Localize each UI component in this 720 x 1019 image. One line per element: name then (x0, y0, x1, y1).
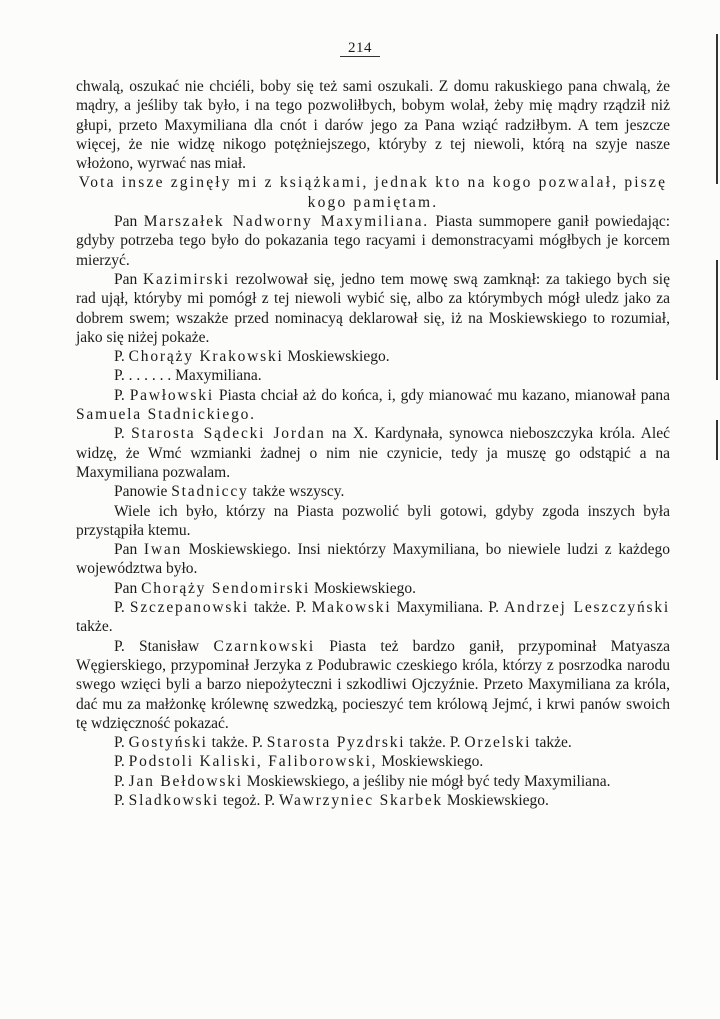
spaced-name: Chorąży Sendomirski (141, 579, 311, 597)
text-run: P. . . . . . . Maxymiliana. (114, 367, 262, 385)
text-run: także. (76, 618, 113, 636)
text-run: Moskiewskiego, a jeśliby nie mógł być tedy Maxymiliana. (242, 772, 611, 790)
paragraph (76, 212, 670, 270)
paragraph (76, 733, 670, 752)
spaced-name: Sladkowski (128, 791, 219, 809)
text-run: Moskiewskiego. (310, 579, 416, 597)
paragraph (76, 579, 670, 598)
text-run: Moskiewskiego. Insi niektórzy Maxymiliana, bo niewiele ludzi z każdego województwa było. (76, 541, 670, 578)
text-run: P. (114, 386, 130, 404)
paragraph (76, 772, 670, 791)
spaced-name: Orzelski (464, 734, 532, 752)
spaced-name: Starosta Sądecki Jordan (131, 425, 326, 443)
text-run: Pan (114, 270, 144, 288)
text-run: Wiele ich było, którzy na Piasta pozwolić byli gotowi, gdyby zgoda inszych była przystąpiła ktemu. (76, 502, 670, 539)
paragraph (76, 347, 670, 366)
spaced-name: Marszałek Nadworny Maxymiliana. (143, 213, 429, 231)
page-edge-mark (716, 420, 718, 460)
text-run: P. (114, 753, 129, 771)
text-run: P. (114, 772, 129, 790)
text-run: P. (114, 791, 129, 809)
paragraph (76, 540, 670, 579)
text-run: Vota insze zginęły mi z książkami, jednak kto na kogo pozwalał, piszę kogo pamiętam. (78, 174, 668, 211)
text-run: Moskiewskiego. (283, 348, 390, 366)
text-run: Maxymiliana. P. (391, 599, 505, 617)
text-run: także wszyscy. (248, 483, 345, 501)
text-run: P. (114, 348, 129, 366)
text-run: Panowie (114, 483, 172, 501)
text-run: Piasta summopere ganił powiedając: gdyby potrzeba tego było do pokazania tego racyami i demonstracyami mógłbych je korcem mierzyć. (76, 213, 671, 269)
paragraph (76, 482, 670, 501)
text-run: tegoż. P. (219, 791, 279, 809)
paragraph (76, 270, 670, 347)
text-run: na X. Kardynała, synowca nieboszczyka króla. Aleć widzę, że Wmć wzmianki żadnej o nim nie czynicie, tedy ja muszę go odstąpić a na Maxymiliana pozwalam. (76, 425, 671, 481)
spaced-name: Wawrzyniec Skarbek (278, 791, 443, 809)
text-run: P. Stanisław (114, 637, 214, 655)
text-run: także. P. (405, 734, 465, 752)
spaced-name: Kazimirski (143, 270, 230, 288)
spaced-name: Andrzej Leszczyński (504, 599, 670, 617)
text-run: Moskiewskiego. (442, 791, 549, 809)
page-edge-mark (716, 260, 718, 380)
spaced-name: Samuela Stadnickiego. (76, 406, 256, 424)
section-heading (76, 173, 670, 212)
text-run: Pan (114, 541, 144, 559)
spaced-name: Czarnkowski (213, 637, 316, 655)
spaced-name: Stadniccy (171, 483, 249, 501)
paragraph (76, 791, 670, 810)
page-number (0, 40, 720, 57)
text-run: rezolwował się, jedno tem mowę swą zamknął: za takiego bych się rad ujął, któryby mi pomógł z tej niewoli wybić się, albo za którymbych mógł uledz jako za dobrem swem; wszakże przed nominacyą deklarował się, iż na Moskiewskiego to rozumiał, jako się niżej pokaże. (76, 270, 670, 346)
spaced-name: Starosta Pyzdrski (266, 734, 406, 752)
spaced-name: Jan Bełdowski (128, 772, 243, 790)
spaced-name: Szczepanowski (129, 599, 249, 617)
text-run: P. (114, 425, 132, 443)
text-run: Pan (114, 213, 144, 231)
paragraph (76, 752, 670, 771)
text-run: także. (531, 734, 572, 752)
text-run: P. (114, 599, 130, 617)
paragraph (76, 598, 670, 637)
paragraph (76, 386, 670, 425)
spaced-name: Chorąży Krakowski (128, 348, 284, 366)
page-number-text: 214 (340, 40, 380, 57)
paragraph (76, 366, 670, 385)
text-run: Piasta też bardzo ganił, przypominał Matyasza Węgierskiego, przypominał Jerzyka z Podubrawic czeskiego króla, którzy z posrzodka narodu swego wzięci byli a barzo niepożyteczni i szkodliwi Ojczyźnie. Przeto Maxymiliana za króla, dać mu za małżonkę królewnę szwedzką, pocieszyć tem królową Jejmć, i krwi panów swoich tę wdzięczność pokazać. (76, 637, 671, 732)
text-run: Pan (114, 579, 142, 597)
spaced-name: Podstoli Kaliski, Faliborowski, (128, 753, 378, 771)
text-run: Moskiewskiego. (377, 753, 484, 771)
paragraph (76, 502, 670, 541)
spaced-name: Gostyński (128, 734, 208, 752)
spaced-name: Makowski (311, 599, 392, 617)
page-edge-mark (716, 34, 718, 184)
text-run: chwalą, oszukać nie chciéli, boby się też sami oszukali. Z domu rakuskiego pana chwalą, że mądry, a jeśliby tak było, i na tego pozwoliłbych, bobym wolał, żeby mię mądry rządził niż głupi, przeto Maxymiliana dla cnót i darów jego za Pana wziąć radziłbym. A tem jeszcze więcej, że nie widzę nikogo potężniejszego, któryby z tej niewoli, którą na szyje nasze włożono, wyrwać nas miał. (76, 78, 670, 173)
text-run: Piasta chciał aż do końca, i, gdy mianować mu kazano, mianował pana (213, 386, 671, 404)
spaced-name: Iwan (143, 541, 183, 559)
text-run: P. (114, 734, 129, 752)
paragraph (76, 424, 670, 482)
body-text (76, 77, 670, 810)
text-run: także. P. (207, 734, 267, 752)
text-run: także. P. (248, 599, 312, 617)
spaced-name: Pawłowski (129, 386, 214, 404)
paragraph (76, 637, 670, 733)
paragraph (76, 77, 670, 173)
